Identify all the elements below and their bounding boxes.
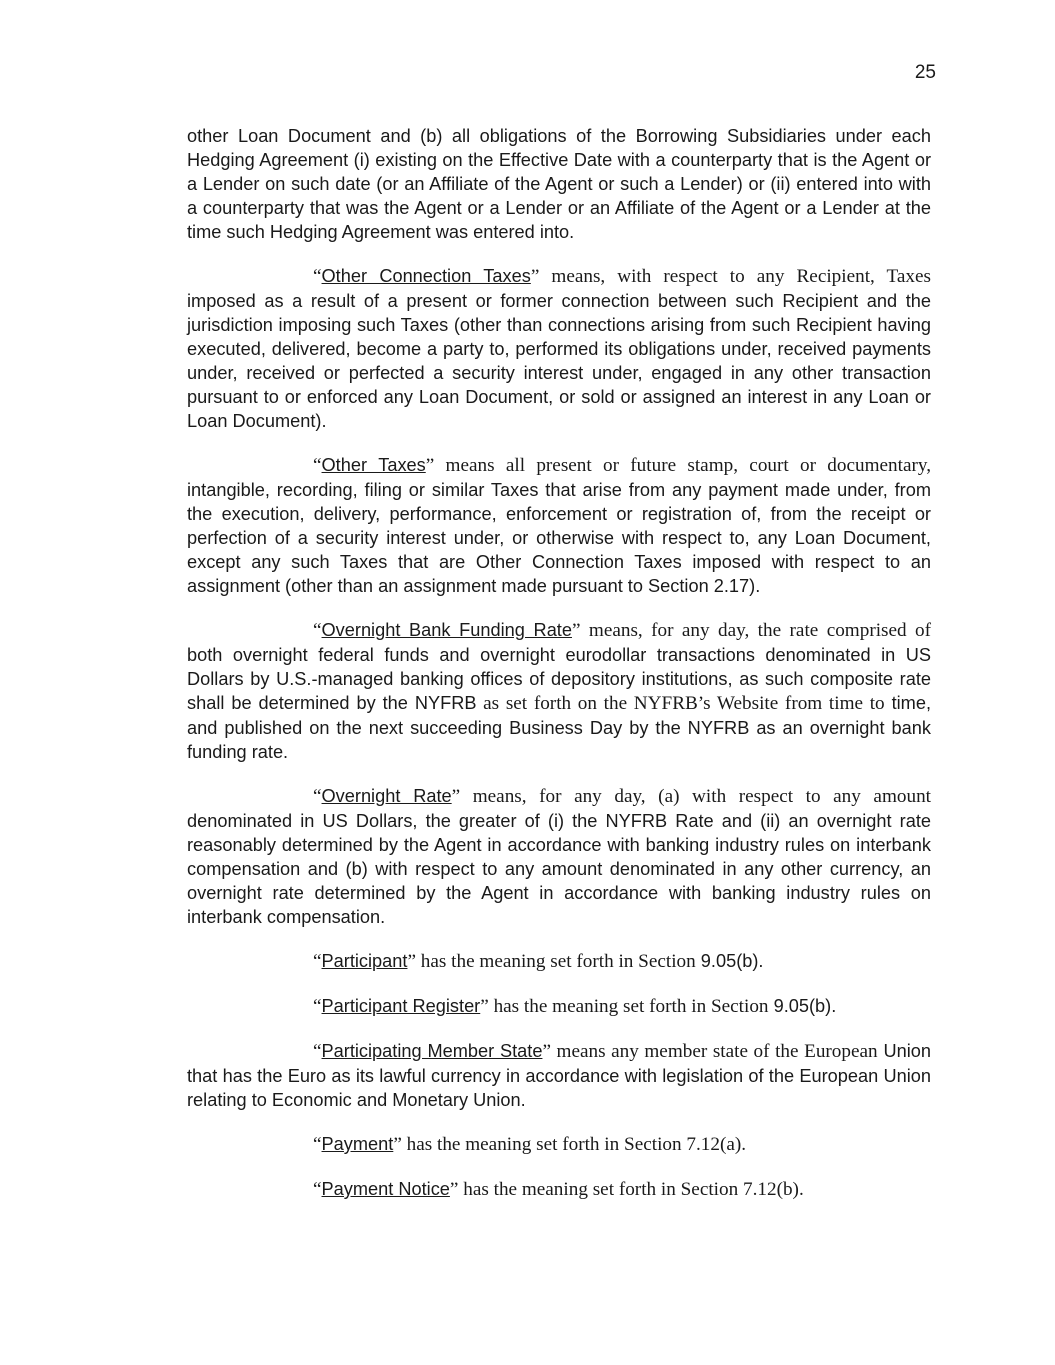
definition-other-connection-taxes [187, 264, 931, 433]
definition-lead: ” has the meaning set forth in Section [407, 951, 696, 972]
definition-payment [187, 1132, 931, 1157]
defined-term: Payment Notice [321, 1179, 450, 1199]
definition-tail: time, and published on the next succeeding Business Day by the NYFRB as an overnight bank funding rate. [187, 693, 931, 762]
open-quote: “ [313, 786, 322, 807]
defined-term: Participant [321, 951, 408, 971]
open-quote: “ [313, 455, 322, 476]
continuation-paragraph: other Loan Document and (b) all obligations of the Borrowing Subsidiaries under each Hedging Agreement (i) existing on the Effective Date with a counterparty that is the Agent or a Lender on such date (or an Affiliate of the Agent or such a Lender) or (ii) entered into with a counterparty that was the Agent or a Lender or an Affiliate of the Agent or a Lender at the time such Hedging Agreement was entered into. [187, 126, 931, 242]
definition-body: 9.05(b). [695, 951, 764, 971]
definition-participant-register [187, 994, 931, 1019]
definition-body: both overnight federal funds and overnight eurodollar transactions denominated in US Dollars by U.S.-managed banking offices of depository institutions, as such composite rate shall be determined by the NYFRB [187, 645, 931, 713]
defined-term: Other Taxes [321, 455, 426, 475]
definition-mid: as set forth on the NYFRB’s Website from time to [476, 693, 885, 714]
definition-overnight-bank-funding-rate [187, 618, 931, 764]
open-quote: “ [313, 1041, 322, 1062]
definition-body: Union that has the Euro as its lawful currency in accordance with legislation of the European Union relating to Economic and Monetary Union. [187, 1041, 931, 1110]
open-quote: “ [313, 620, 322, 641]
open-quote: “ [313, 1134, 322, 1155]
definition-body: denominated in US Dollars, the greater of (i) the NYFRB Rate and (ii) an overnight rate reasonably determined by the Agent in accordance with banking industry rules on interbank compensation and (b) with respect to any amount denominated in any other currency, an overnight rate determined by the Agent in accordance with banking industry rules on interbank compensation. [187, 811, 931, 927]
definition-lead: ” means, for any day, (a) with respect to any amount [451, 786, 931, 807]
open-quote: “ [313, 996, 322, 1017]
definition-body: 9.05(b). [768, 996, 837, 1016]
definition-other-taxes [187, 453, 931, 598]
definition-lead: ” means, for any day, the rate comprised of [571, 620, 932, 641]
definition-lead: ” means any member state of the European [542, 1041, 878, 1062]
defined-term: Other Connection Taxes [321, 266, 531, 286]
definition-lead: ” has the meaning set forth in Section 7.12(b). [449, 1179, 804, 1200]
definition-body: imposed as a result of a present or former connection between such Recipient and the jurisdiction imposing such Taxes (other than connections arising from such Recipient having executed, delivered, become a party to, performed its obligations under, received payments under, received or perfected a security interest under, engaged in any other transaction pursuant to or enforced any Loan Document, or sold or assigned an interest in any Loan or Loan Document). [187, 291, 931, 431]
definition-overnight-rate [187, 784, 931, 929]
open-quote: “ [313, 266, 322, 287]
definition-lead: ” means all present or future stamp, court or documentary, [425, 455, 931, 476]
defined-term: Participant Register [321, 996, 481, 1016]
defined-term: Overnight Rate [321, 786, 452, 806]
definition-lead: ” has the meaning set forth in Section [480, 996, 769, 1017]
defined-term: Payment [321, 1134, 394, 1154]
definition-participant [187, 949, 931, 974]
page-number: 25 [914, 62, 936, 83]
open-quote: “ [313, 951, 322, 972]
defined-term: Participating Member State [321, 1041, 543, 1061]
defined-term: Overnight Bank Funding Rate [321, 620, 572, 640]
definition-payment-notice [187, 1177, 931, 1202]
definition-lead: ” has the meaning set forth in Section 7.12(a). [393, 1134, 747, 1155]
document-body [187, 124, 931, 1222]
open-quote: “ [313, 1179, 322, 1200]
definition-participating-member-state [187, 1039, 931, 1112]
definition-lead: ” means, with respect to any Recipient, Taxes [530, 266, 931, 287]
definition-body: intangible, recording, filing or similar Taxes that arise from any payment made under, from the execution, delivery, performance, enforcement or registration of, from the receipt or perfection of a security interest under, or otherwise with respect to, any Loan Document, except any such Taxes that are Other Connection Taxes imposed with respect to an assignment (other than an assignment made pursuant to Section 2.17). [187, 480, 931, 596]
